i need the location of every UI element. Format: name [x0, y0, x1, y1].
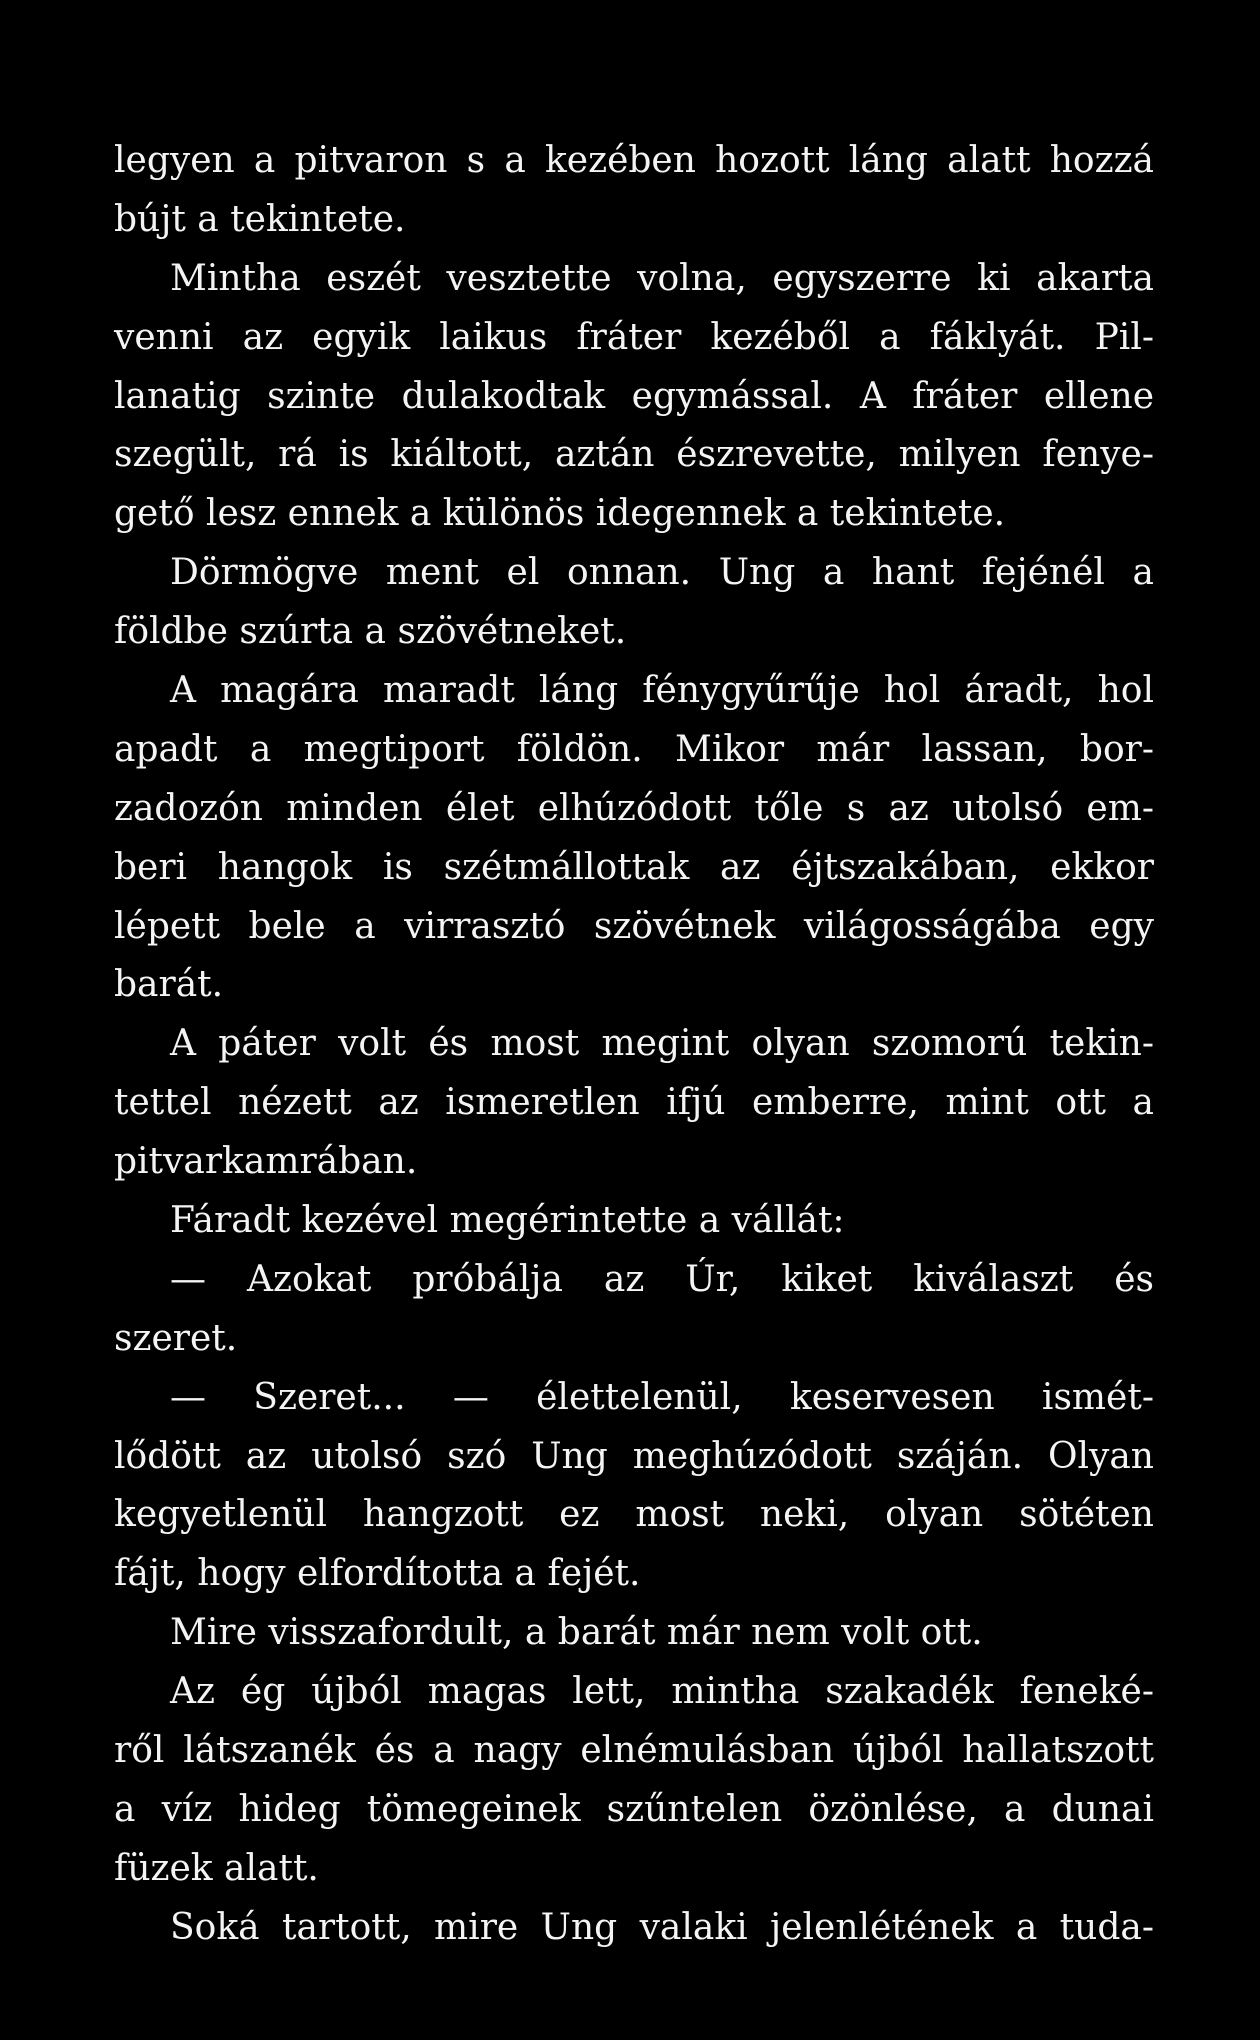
- text-line: bújt a tekintete.: [114, 198, 406, 240]
- text-line: Soká tartott, mire Ung valaki jelenlétének a tuda-: [170, 1906, 1154, 1948]
- text-line: földbe szúrta a szövétneket.: [114, 611, 627, 653]
- text-line: lődött az utolsó szó Ung meghúzódott száján. Olyan: [114, 1435, 1154, 1477]
- text-line: — Szeret... — élettelenül, keservesen ismét-: [170, 1376, 1154, 1418]
- text-line: beri hangok is szétmállottak az éjtszakában, ekkor: [114, 846, 1154, 888]
- text-line: ről látszanék és a nagy elnémulásban újból hallatszott: [114, 1730, 1154, 1772]
- text-line: gető lesz ennek a különös idegennek a tekintete.: [114, 493, 1006, 535]
- text-line: — Azokat próbálja az Úr, kiket kiválaszt és: [170, 1258, 1154, 1300]
- text-line: a víz hideg tömegeinek szűntelen özönlése, a dunai: [114, 1788, 1154, 1830]
- text-line: lépett bele a virrasztó szövétnek világosságába egy: [114, 905, 1154, 947]
- text-line: füzek alatt.: [114, 1847, 319, 1889]
- text-line: pitvarkamrában.: [114, 1141, 418, 1183]
- text-line: lanatig szinte dulakodtak egymással. A fráter ellene: [114, 375, 1154, 417]
- text-line: Mintha eszét vesztette volna, egyszerre ki akarta: [170, 257, 1154, 299]
- text-line: legyen a pitvaron s a kezében hozott láng alatt hozzá: [114, 140, 1154, 181]
- text-line: kegyetlenül hangzott ez most neki, olyan sötéten: [114, 1494, 1154, 1536]
- text-line: barát.: [114, 964, 224, 1006]
- text-line: fájt, hogy elfordította a fejét.: [114, 1553, 641, 1595]
- text-line: zadozón minden élet elhúzódott tőle s az utolsó em-: [114, 787, 1154, 829]
- text-line: Az ég újból magas lett, mintha szakadék feneké-: [170, 1671, 1154, 1713]
- page-text: [114, 132, 1154, 1958]
- text-line: Mire visszafordult, a barát már nem volt ott.: [170, 1612, 983, 1654]
- text-line: apadt a megtiport földön. Mikor már lassan, bor-: [114, 728, 1154, 770]
- text-line: A páter volt és most megint olyan szomorú tekin-: [170, 1023, 1154, 1065]
- text-line: szegült, rá is kiáltott, aztán észrevette, milyen fenye-: [114, 434, 1154, 476]
- text-line: szeret.: [114, 1317, 238, 1359]
- text-line: A magára maradt láng fénygyűrűje hol áradt, hol: [170, 670, 1154, 712]
- text-line: Fáradt kezével megérintette a vállát:: [170, 1200, 845, 1242]
- text-line: tettel nézett az ismeretlen ifjú emberre, mint ott a: [114, 1082, 1154, 1124]
- text-line: venni az egyik laikus fráter kezéből a fáklyát. Pil-: [114, 316, 1154, 358]
- text-line: Dörmögve ment el onnan. Ung a hant fejénél a: [170, 552, 1154, 594]
